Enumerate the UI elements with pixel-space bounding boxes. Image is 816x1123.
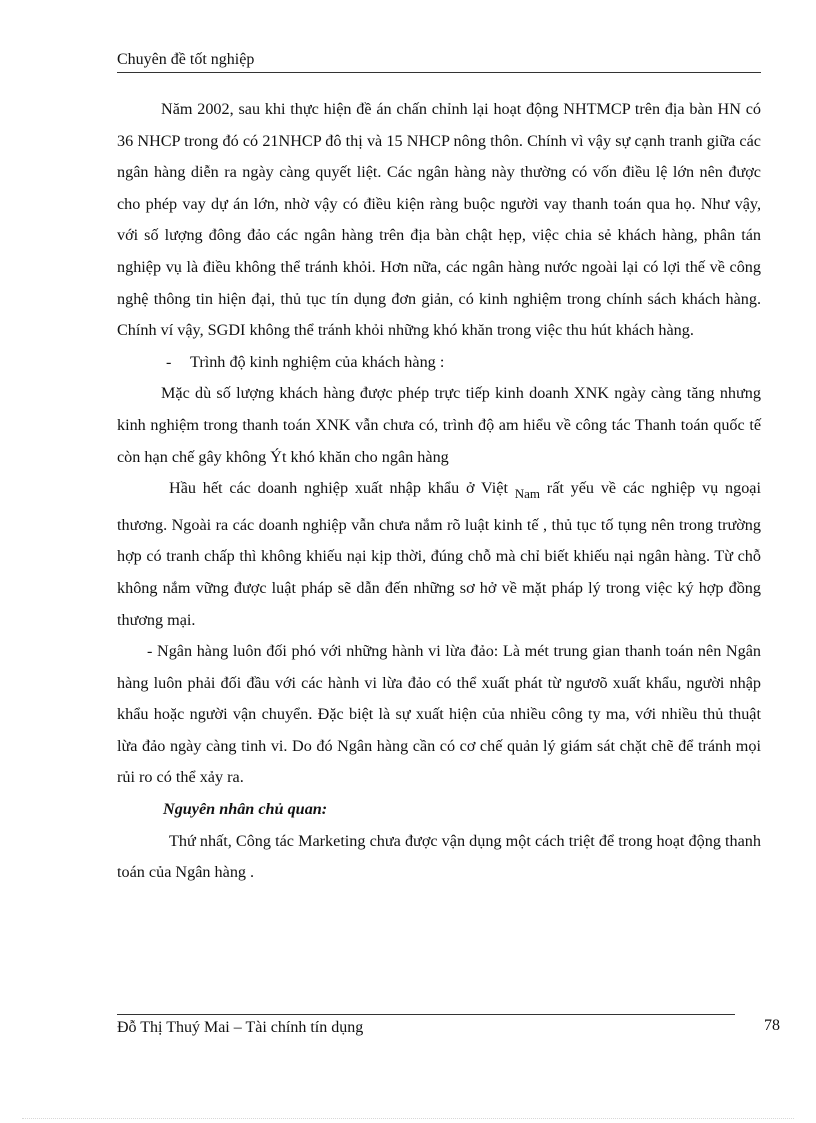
page-header [117, 50, 761, 73]
paragraph-fraud: - Ngân hàng luôn đối phó với những hành vi lừa đảo: Là mét trung gian thanh toán nên Ngân hàng luôn phải đối đầu với các hành vi lừa đảo có thể xuất phát từ ngươõ xuất khẩu, người nhập khẩu hoặc người vận chuyển. Đặc biệt là sự xuất hiện của nhiều công ty ma, với nhiều thủ thuật lừa đảo ngày càng tinh vi. Do đó Ngân hàng cần có cơ chế quản lý giám sát chặt chẽ để tránh mọi rủi ro có thể xảy ra. [117, 642, 761, 787]
footer-divider [117, 1014, 735, 1015]
page-bottom-border [22, 1118, 794, 1119]
paragraph-marketing: Thứ nhất, Công tác Marketing chưa được vận dụng một cách triệt để trong hoạt động thanh toán của Ngân hàng . [117, 831, 761, 882]
subscript-word: Nam [514, 486, 541, 502]
paragraph-enterprises-end: rất yếu về các nghiệp vụ ngoại thương. Ngoài ra các doanh nghiệp vẫn chưa nắm rõ luật kinh tế , thủ tục tố tụng nên trong trường hợp có tranh chấp thì không khiếu nại kịp thời, đúng chỗ mà chỉ biết khiếu nại ngân hàng. Từ chỗ không nắm vững được luật pháp sẽ dẫn đến những sơ hở về mặt pháp lý trong việc ký hợp đồng thương mại. [117, 479, 761, 629]
header-title: Chuyên đề tốt nghiệp [117, 51, 255, 68]
footer-author: Đỗ Thị Thuý Mai – Tài chính tín dụng [117, 1019, 364, 1036]
paragraph-customer-experience: Mặc dù số lượng khách hàng được phép trực tiếp kinh doanh XNK ngày càng tăng nhưng kinh nghiệm trong thanh toán XNK vẫn chưa có, trình độ am hiểu về công tác Thanh toán quốc tế còn hạn chế gây không Ýt khó khăn cho ngân hàng [117, 384, 761, 466]
paragraph-enterprises [117, 473, 761, 636]
paragraph-enterprises-start: Hầu hết các doanh nghiệp xuất nhập khẩu ở Việt [169, 479, 515, 498]
subheading-subjective-causes: Nguyên nhân chủ quan: [163, 800, 328, 819]
document-body [117, 94, 761, 889]
bullet-text: Trình độ kinh nghiệm của khách hàng : [190, 352, 445, 371]
paragraph-competition: Năm 2002, sau khi thực hiện đề án chấn chỉnh lại hoạt động NHTMCP trên địa bàn HN có 36 NHCP trong đó có 21NHCP đô thị và 15 NHCP nông thôn. Chính vì vậy sự cạnh tranh giữa các ngân hàng diễn ra ngày càng quyết liệt. Các ngân hàng này thường có vốn điều lệ lớn nên được cho phép vay dự án lớn, nhờ vậy có điều kiện ràng buộc người vay thanh toán qua họ. Như vậy, với số lượng đông đảo các ngân hàng trên địa bàn chật hẹp, việc chia sẻ khách hàng, phân tán nghiệp vụ là điều không thể tránh khỏi. Hơn nữa, các ngân hàng nước ngoài lại có lợi thế về công nghệ thông tin hiện đại, thủ tục tín dụng đơn giản, có kinh nghiệm trong chính sách khách hàng. Chính ví vậy, SGDI không thể tránh khỏi những khó khăn trong việc thu hút khách hàng. [117, 100, 761, 340]
bullet-item-customer-experience [117, 347, 761, 379]
page-number: 78 [764, 1017, 780, 1034]
bullet-dash: - [166, 352, 172, 371]
